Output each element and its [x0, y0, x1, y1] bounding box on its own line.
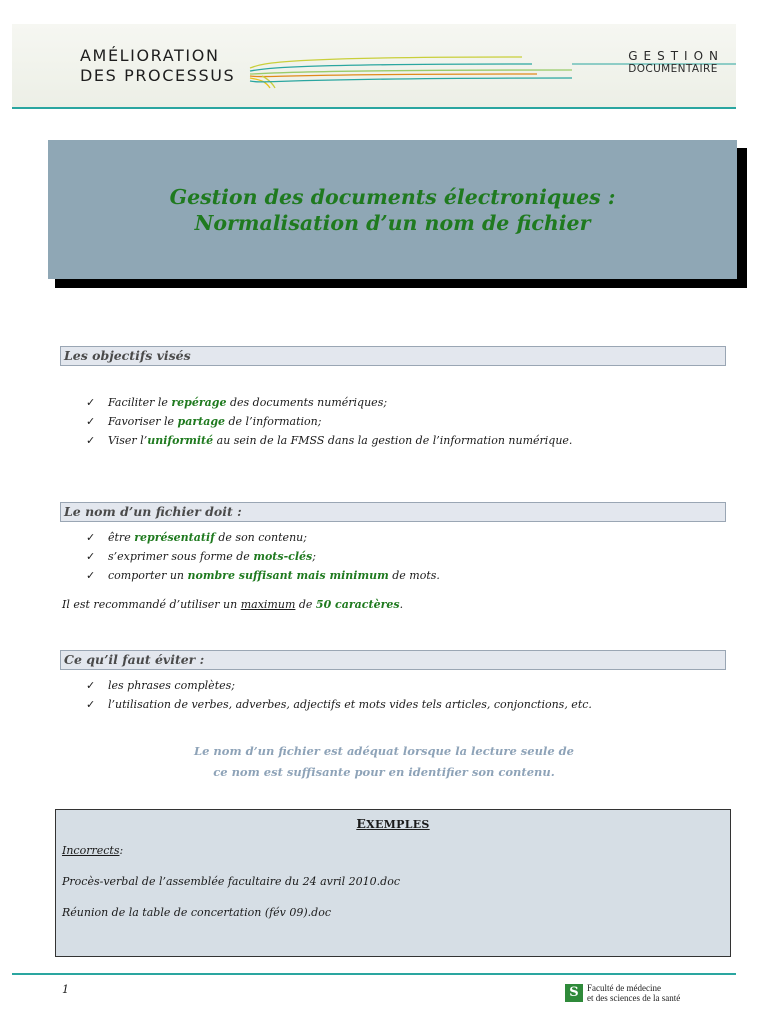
list-item: ✓ Favoriser le partage de l’information; [86, 412, 572, 431]
check-icon: ✓ [86, 698, 96, 711]
title-line1: Gestion des documents électroniques : [169, 184, 616, 209]
list-item: ✓ être représentatif de son contenu; [86, 528, 440, 547]
avoid-heading: Ce qu’il faut éviter : [60, 650, 726, 670]
page-number: 1 [62, 983, 69, 996]
faculty-line2: et des sciences de la santé [587, 993, 681, 1003]
faculty-line1: Faculté de médecine [587, 983, 661, 993]
list-item: ✓ s’exprimer sous forme de mots-clés; [86, 547, 440, 566]
documentaire-label: DOCUMENTAIRE [628, 63, 718, 75]
footer-rule [12, 973, 736, 975]
check-icon: ✓ [86, 569, 96, 582]
header-right-label [628, 50, 724, 76]
check-icon: ✓ [86, 550, 96, 563]
check-icon: ✓ [86, 531, 96, 544]
check-icon: ✓ [86, 396, 96, 409]
examples-heading: EXEMPLES [356, 816, 430, 831]
list-item: ✓ Viser l’uniformité au sein de la FMSS dans la gestion de l’information numérique. [86, 431, 572, 450]
header-title-line2: DES PROCESSUS [80, 66, 236, 85]
list-item: ✓ les phrases complètes; [86, 676, 592, 695]
check-icon: ✓ [86, 415, 96, 428]
quote-line2: ce nom est suffisante pour en identifier son contenu. [213, 765, 555, 779]
faculty-logo [565, 983, 680, 1003]
gestion-label: GESTION [628, 49, 724, 63]
key-quote [0, 741, 768, 783]
check-icon: ✓ [86, 434, 96, 447]
header-title-line1: AMÉLIORATION [80, 46, 220, 65]
list-item: ✓ l’utilisation de verbes, adverbes, adjectifs et mots vides tels articles, conjonctions, etc. [86, 695, 592, 714]
header-title [80, 46, 235, 86]
filename-rules-heading: Le nom d’un fichier doit : [60, 502, 726, 522]
recommendation-text: Il est recommandé d’utiliser un maximum de 50 caractères. [62, 598, 404, 611]
filename-rules-list [86, 528, 440, 585]
incorrect-label: Incorrects: [62, 844, 124, 857]
avoid-list [86, 676, 592, 714]
objectives-list [86, 393, 572, 450]
example-item: Procès-verbal de l’assemblée facultaire du 24 avril 2010.doc [62, 875, 400, 888]
faculty-name [587, 983, 680, 1003]
header-rule [12, 107, 736, 109]
title-line2: Normalisation d’un nom de fichier [194, 210, 591, 235]
list-item: ✓ comporter un nombre suffisant mais minimum de mots. [86, 566, 440, 585]
check-icon: ✓ [86, 679, 96, 692]
title-box [48, 140, 737, 279]
example-item: Réunion de la table de concertation (fév 09).doc [62, 906, 332, 919]
objectives-heading: Les objectifs visés [60, 346, 726, 366]
list-item: ✓ Faciliter le repérage des documents numériques; [86, 393, 572, 412]
university-logo-icon: S [565, 984, 583, 1002]
quote-line1: Le nom d’un fichier est adéquat lorsque la lecture seule de [194, 744, 574, 758]
examples-box [55, 809, 731, 957]
